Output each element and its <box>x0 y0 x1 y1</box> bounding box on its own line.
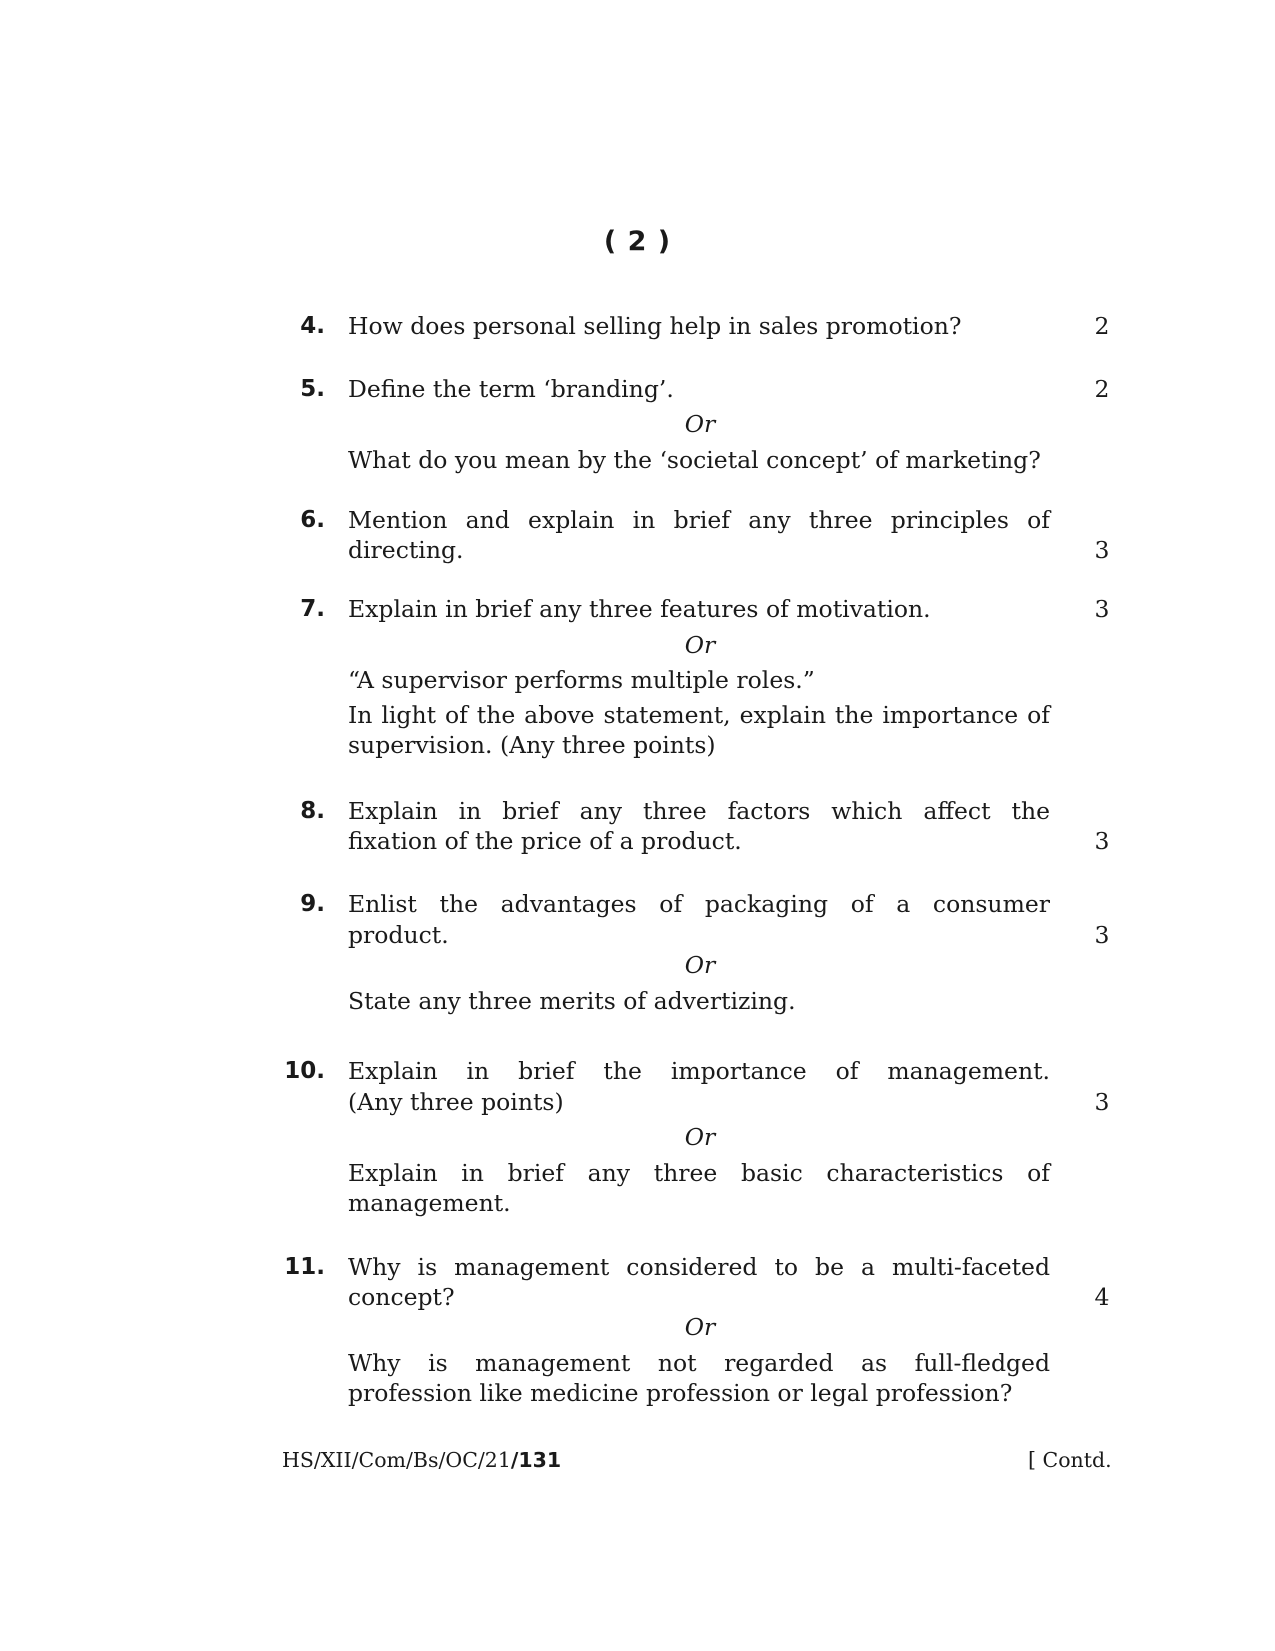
paper-code <box>282 1446 561 1474</box>
or-separator: Or <box>684 410 716 438</box>
or-separator: Or <box>684 951 716 979</box>
page-number: ( 2 ) <box>603 226 672 257</box>
continued-note: [ Contd. <box>1028 1448 1112 1472</box>
question-text: Why is management considered to be a multi-faceted <box>348 1253 1050 1281</box>
question-text: Define the term ‘branding’. <box>348 375 674 403</box>
question-number: 4. <box>300 313 325 339</box>
question-text: directing. <box>348 536 464 564</box>
question-text: Enlist the advantages of packaging of a consumer <box>348 890 1050 918</box>
alternative-question-text: “A supervisor performs multiple roles.” <box>348 666 815 694</box>
or-separator: Or <box>684 1313 716 1341</box>
alternative-question-text: management. <box>348 1189 511 1217</box>
alternative-question-text: What do you mean by the ‘societal concept’ of marketing? <box>348 446 1041 474</box>
paper-code-suffix: /131 <box>510 1448 562 1472</box>
question-marks: 2 <box>1094 312 1110 340</box>
question-number: 5. <box>300 376 325 402</box>
alternative-question-text: In light of the above statement, explain the importance of <box>348 701 1050 729</box>
question-marks: 3 <box>1094 536 1110 564</box>
question-number: 6. <box>300 507 325 533</box>
paper-code-prefix: HS/XII/Com/Bs/OC/21 <box>282 1448 511 1472</box>
question-number: 8. <box>300 798 325 824</box>
alternative-question-text: supervision. (Any three points) <box>348 731 716 759</box>
alternative-question-text: profession like medicine profession or legal profession? <box>348 1379 1013 1407</box>
question-text: Explain in brief the importance of management. <box>348 1057 1050 1085</box>
question-text: fixation of the price of a product. <box>348 827 742 855</box>
question-number: 9. <box>300 891 325 917</box>
question-text: How does personal selling help in sales promotion? <box>348 312 962 340</box>
question-number: 10. <box>284 1058 325 1084</box>
question-text: Explain in brief any three factors which affect the <box>348 797 1050 825</box>
question-marks: 2 <box>1094 375 1110 403</box>
question-text: (Any three points) <box>348 1088 564 1116</box>
question-marks: 4 <box>1094 1283 1110 1311</box>
question-marks: 3 <box>1094 827 1110 855</box>
question-marks: 3 <box>1094 921 1110 949</box>
question-text: Mention and explain in brief any three principles of <box>348 506 1050 534</box>
question-marks: 3 <box>1094 1088 1110 1116</box>
question-number: 7. <box>300 596 325 622</box>
question-number: 11. <box>284 1254 325 1280</box>
or-separator: Or <box>684 1123 716 1151</box>
question-text: product. <box>348 921 449 949</box>
or-separator: Or <box>684 631 716 659</box>
alternative-question-text: Explain in brief any three basic characteristics of <box>348 1159 1050 1187</box>
question-text: concept? <box>348 1283 455 1311</box>
alternative-question-text: Why is management not regarded as full-fledged <box>348 1349 1050 1377</box>
question-marks: 3 <box>1094 595 1110 623</box>
question-text: Explain in brief any three features of motivation. <box>348 595 931 623</box>
alternative-question-text: State any three merits of advertizing. <box>348 987 796 1015</box>
